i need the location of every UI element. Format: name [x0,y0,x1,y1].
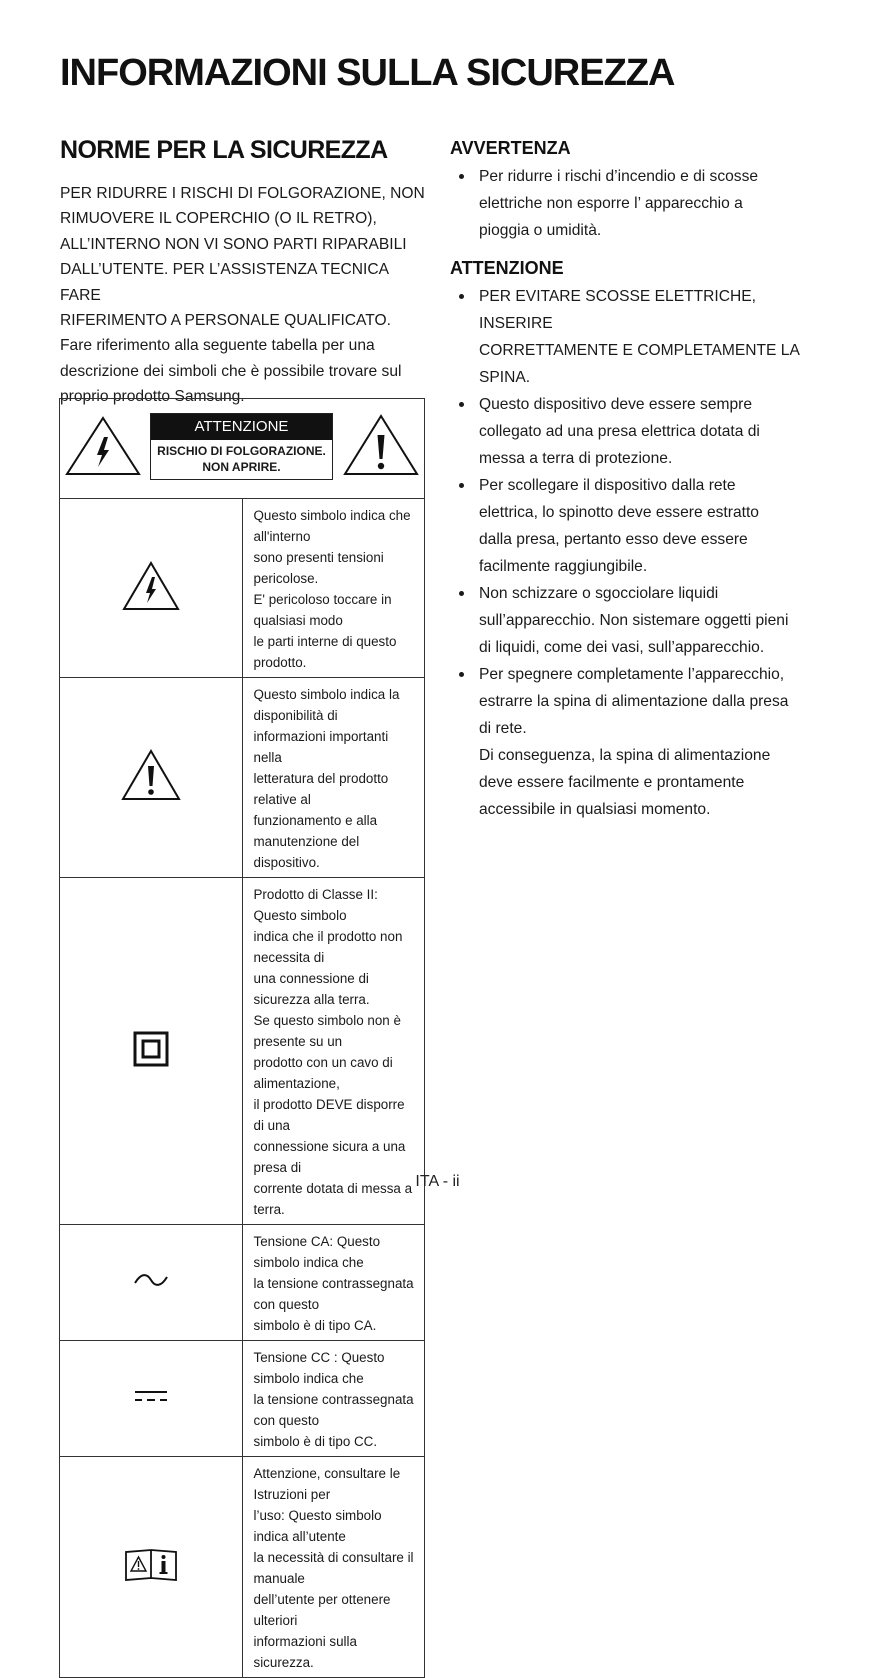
desc-line: simbolo è di tipo CC. [253,1434,378,1449]
list-item-line: dalla presa, pertanto esso deve essere [479,531,748,548]
desc-line: E' pericoloso toccare in qualsiasi modo [253,592,392,628]
list-item-line: estrarre la spina di alimentazione dalla presa [479,693,789,710]
list-item-line: elettrica, lo spinotto deve essere estratto [479,504,759,521]
list-item [450,283,822,391]
warning-label-header: ATTENZIONE [151,414,332,440]
attenzione-block [450,258,822,823]
page-title: INFORMAZIONI SULLA SICUREZZA [60,52,675,94]
intro-line: descrizione dei simboli che è possibile trovare sul [60,362,402,380]
desc-line: la tensione contrassegnata con questo [253,1276,414,1312]
class-ii-double-square-icon [133,1031,169,1067]
list-item-line: pioggia o umidità. [479,222,602,239]
symbol-description [242,1341,425,1457]
symbol-row [60,499,425,678]
list-item-line: CORRETTAMENTE E COMPLETAMENTE LA [479,342,800,359]
desc-line: la necessità di consultare il manuale [253,1550,414,1586]
dc-voltage-icon [133,1389,169,1403]
list-item [450,661,822,823]
list-item-line: elettriche non esporre l’ apparecchio a [479,195,743,212]
desc-line: informazioni importanti nella [253,729,389,765]
intro-line: ALL’INTERNO NON VI SONO PARTI RIPARABILI [60,235,407,253]
subsection-title-attenzione: ATTENZIONE [450,258,564,278]
list-item [450,472,822,580]
symbol-row [60,678,425,878]
symbol-icon-cell [60,678,243,878]
ac-voltage-icon [133,1272,169,1288]
list-item-line: accessibile in qualsiasi momento. [479,801,711,818]
attenzione-list [450,283,822,823]
desc-line: Tensione CA: Questo simbolo indica che [253,1234,381,1270]
lightning-triangle-icon [121,560,181,612]
list-item-line: Per spegnere completamente l’apparecchio, [479,666,785,683]
desc-line: Questo simbolo indica la disponibilità di [253,687,400,723]
intro-line: proprio prodotto Samsung. [60,388,245,406]
desc-line: le parti interne di questo prodotto. [253,634,397,670]
intro-line: PER RIDURRE I RISCHI DI FOLGORAZIONE, NON [60,185,425,202]
intro-line: RIMUOVERE IL COPERCHIO (O IL RETRO), [60,210,377,228]
desc-line: Tensione CC : Questo simbolo indica che [253,1350,385,1386]
intro-line: RIFERIMENTO A PERSONALE QUALIFICATO. [60,312,392,330]
warning-label-box [150,413,333,480]
desc-line: informazioni sulla sicurezza. [253,1634,357,1670]
symbol-icon-cell [60,1457,243,1678]
desc-line: dell’utente per ottenere ulteriori [253,1592,391,1628]
exclamation-triangle-icon [120,748,182,802]
left-column [60,136,426,410]
desc-line: Questo simbolo indica che all'interno [253,508,411,544]
list-item-line: Questo dispositivo deve essere sempre [479,396,753,413]
subsection-title-avvertenza: AVVERTENZA [450,138,571,158]
list-item-line: sull’apparecchio. Non sistemare oggetti pieni [479,612,789,629]
warning-label-line: RISCHIO DI FOLGORAZIONE. [157,444,326,458]
list-item-line: deve essere facilmente e prontamente [479,774,745,791]
desc-line: connessione sicura a una presa di [253,1139,406,1175]
section-title-safety-rules: NORME PER LA SICUREZZA [60,136,388,164]
desc-line: corrente dotata di messa a terra. [253,1181,413,1217]
list-item-line: di rete. [479,720,527,737]
desc-line: letteratura del prodotto relative al [253,771,389,807]
avvertenza-list [450,163,822,244]
desc-line: sono presenti tensioni pericolose. [253,550,384,586]
symbol-description [242,678,425,878]
warning-label-line: NON APRIRE. [202,460,281,474]
desc-line: una connessione di sicurezza alla terra. [253,971,370,1007]
symbol-description [242,499,425,678]
desc-line: simbolo è di tipo CA. [253,1318,377,1333]
desc-line: il prodotto DEVE disporre di una [253,1097,405,1133]
lightning-triangle-icon [64,415,142,477]
list-item-line: facilmente raggiungibile. [479,558,648,575]
symbol-row [60,1225,425,1341]
safety-symbols-table [59,398,425,1678]
desc-line: dispositivo. [253,855,320,870]
desc-line: prodotto con un cavo di alimentazione, [253,1055,393,1091]
list-item-line: PER EVITARE SCOSSE ELETTRICHE, INSERIRE [479,288,756,332]
warning-label-cell [60,399,425,499]
symbol-description [242,1225,425,1341]
symbol-icon-cell [60,1225,243,1341]
intro-text [60,181,426,410]
list-item-line: Per ridurre i rischi d’incendio e di scosse [479,168,759,185]
list-item-line: Per scollegare il dispositivo dalla rete [479,477,736,494]
symbol-row [60,1457,425,1678]
exclamation-triangle-icon [342,413,420,477]
desc-line: Se questo simbolo non è presente su un [253,1013,401,1049]
desc-line: indica che il prodotto non necessita di [253,929,403,965]
right-column [450,138,822,823]
desc-line: l’uso: Questo simbolo indica all’utente [253,1508,382,1544]
desc-line: la tensione contrassegnata con questo [253,1392,414,1428]
consult-manual-icon [124,1548,178,1582]
list-item-line: collegato ad una presa elettrica dotata di [479,423,760,440]
list-item-line: messa a terra di protezione. [479,450,673,467]
list-item [450,580,822,661]
list-item [450,163,822,244]
list-item-line: di liquidi, come dei vasi, sull’apparecchio. [479,639,765,656]
symbol-row [60,1341,425,1457]
intro-line: DALL’UTENTE. PER L’ASSISTENZA TECNICA FARE [60,261,389,304]
desc-line: Prodotto di Classe II: Questo simbolo [253,887,378,923]
symbol-icon-cell [60,1341,243,1457]
list-item [450,391,822,472]
symbol-description [242,1457,425,1678]
desc-line: Attenzione, consultare le Istruzioni per [253,1466,401,1502]
list-item-line: Non schizzare o sgocciolare liquidi [479,585,719,602]
intro-line: Fare riferimento alla seguente tabella per una [60,337,375,355]
page-number: ITA - ii [415,1173,460,1190]
warning-label-row [60,399,425,499]
list-item-line: Di conseguenza, la spina di alimentazione [479,747,771,764]
warning-label-body [151,440,332,479]
list-item-line: SPINA. [479,369,531,386]
desc-line: funzionamento e alla manutenzione del [253,813,378,849]
symbol-icon-cell [60,499,243,678]
